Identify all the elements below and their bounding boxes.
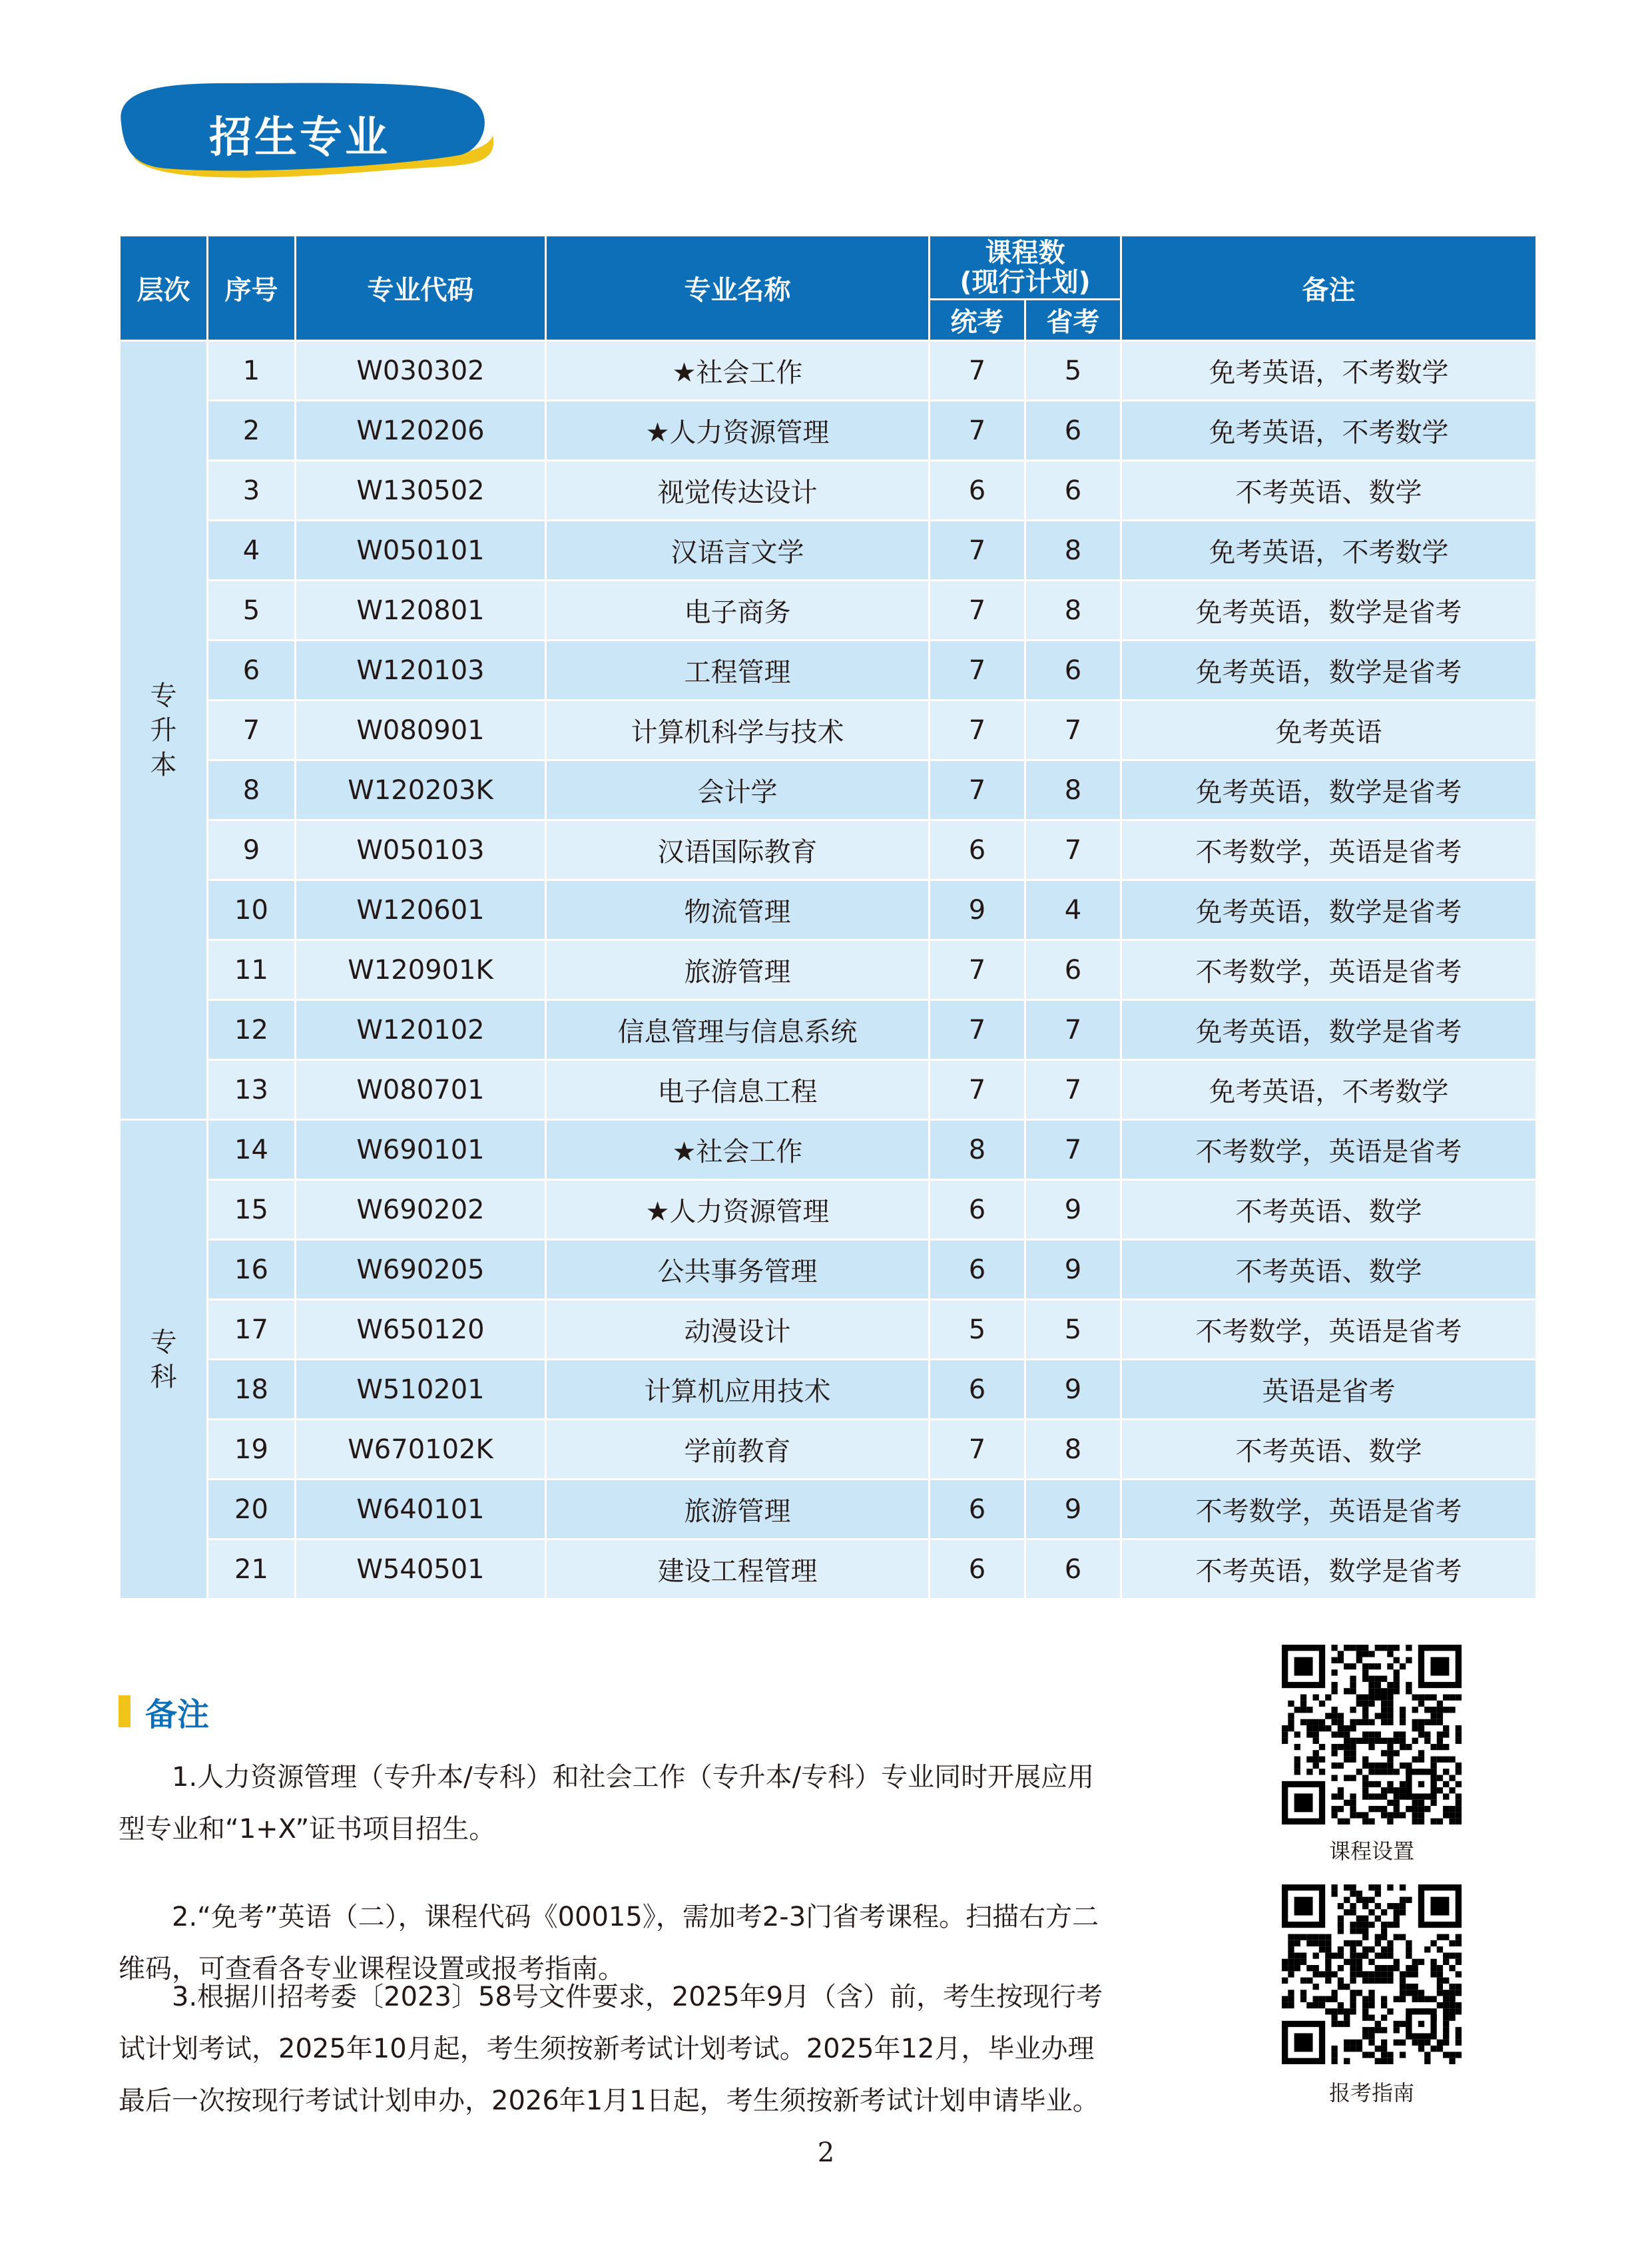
index-cell: 15 — [208, 1180, 296, 1240]
qr-label-exam-guide: 报考指南 — [1328, 2080, 1414, 2105]
provincial-count-cell: 6 — [1025, 940, 1121, 1000]
notes-title: 备注 — [145, 1695, 210, 1733]
table-row — [120, 760, 1537, 820]
unified-count-cell: 7 — [930, 940, 1025, 1000]
unified-count-cell: 7 — [930, 521, 1025, 581]
name-cell: ★社会工作 — [546, 1120, 930, 1180]
name-cell: 信息管理与信息系统 — [546, 1000, 930, 1060]
unified-count-cell: 7 — [930, 341, 1025, 401]
unified-count-cell: 8 — [930, 1120, 1025, 1180]
index-cell: 10 — [208, 880, 296, 940]
code-cell: W120203K — [296, 760, 546, 820]
code-cell: W510201 — [296, 1360, 546, 1420]
code-cell: W690101 — [296, 1120, 546, 1180]
name-cell: 计算机科学与技术 — [546, 701, 930, 760]
remark-cell: 不考数学，英语是省考 — [1121, 940, 1537, 1000]
name-cell: 工程管理 — [546, 641, 930, 701]
remark-cell: 免考英语，数学是省考 — [1121, 581, 1537, 641]
notes-accent-bar — [119, 1695, 131, 1727]
remark-cell: 不考数学，英语是省考 — [1121, 1480, 1537, 1540]
unified-count-cell: 7 — [930, 401, 1025, 461]
unified-count-cell: 7 — [930, 1060, 1025, 1120]
unified-count-cell: 7 — [930, 1000, 1025, 1060]
name-cell: 公共事务管理 — [546, 1240, 930, 1300]
majors-table-body — [120, 341, 1537, 1599]
provincial-count-cell: 7 — [1025, 1060, 1121, 1120]
index-cell: 14 — [208, 1120, 296, 1180]
header-code: 专业代码 — [296, 236, 546, 341]
provincial-count-cell: 5 — [1025, 341, 1121, 401]
table-row — [120, 1120, 1537, 1180]
code-cell: W120801 — [296, 581, 546, 641]
provincial-count-cell: 6 — [1025, 401, 1121, 461]
provincial-count-cell: 4 — [1025, 880, 1121, 940]
table-row — [120, 1180, 1537, 1240]
provincial-count-cell: 7 — [1025, 820, 1121, 880]
page-number: 2 — [817, 2137, 835, 2168]
unified-count-cell: 6 — [930, 1240, 1025, 1300]
header-courses-subtitle: (现行计划) — [960, 266, 1091, 298]
code-cell: W640101 — [296, 1480, 546, 1540]
remark-cell: 免考英语，不考数学 — [1121, 521, 1537, 581]
code-cell: W120901K — [296, 940, 546, 1000]
code-cell: W120103 — [296, 641, 546, 701]
level-label: 专 科 — [150, 1326, 177, 1392]
remark-cell: 免考英语，不考数学 — [1121, 341, 1537, 401]
qr-code-exam-guide[interactable] — [1282, 1884, 1462, 2064]
unified-count-cell: 7 — [930, 701, 1025, 760]
index-cell: 5 — [208, 581, 296, 641]
level-cell — [120, 1120, 208, 1599]
provincial-count-cell: 8 — [1025, 581, 1121, 641]
index-cell: 21 — [208, 1540, 296, 1599]
header-index: 序号 — [208, 236, 296, 341]
remark-cell: 不考英语、数学 — [1121, 1180, 1537, 1240]
index-cell: 1 — [208, 341, 296, 401]
table-row — [120, 341, 1537, 401]
name-cell: 电子信息工程 — [546, 1060, 930, 1120]
header-name: 专业名称 — [546, 236, 930, 341]
qr-code-icon — [1282, 1645, 1462, 1824]
provincial-count-cell: 7 — [1025, 1000, 1121, 1060]
name-cell: 学前教育 — [546, 1420, 930, 1480]
unified-count-cell: 7 — [930, 760, 1025, 820]
table-row — [120, 940, 1537, 1000]
table-row — [120, 1240, 1537, 1300]
provincial-count-cell: 6 — [1025, 641, 1121, 701]
unified-count-cell: 7 — [930, 581, 1025, 641]
code-cell: W120206 — [296, 401, 546, 461]
provincial-count-cell: 5 — [1025, 1300, 1121, 1360]
index-cell: 18 — [208, 1360, 296, 1420]
provincial-count-cell: 9 — [1025, 1480, 1121, 1540]
majors-table — [119, 234, 1537, 1600]
name-cell: 汉语言文学 — [546, 521, 930, 581]
name-cell: 计算机应用技术 — [546, 1360, 930, 1420]
code-cell: W050101 — [296, 521, 546, 581]
code-cell: W050103 — [296, 820, 546, 880]
remark-cell: 不考英语、数学 — [1121, 1240, 1537, 1300]
code-cell: W670102K — [296, 1420, 546, 1480]
index-cell: 7 — [208, 701, 296, 760]
level-label: 专 升 本 — [150, 680, 177, 780]
remark-cell: 免考英语，数学是省考 — [1121, 1000, 1537, 1060]
unified-count-cell: 9 — [930, 880, 1025, 940]
name-cell: 视觉传达设计 — [546, 461, 930, 521]
name-cell: ★人力资源管理 — [546, 401, 930, 461]
qr-label-course-settings: 课程设置 — [1328, 1838, 1414, 1864]
unified-count-cell: 6 — [930, 1480, 1025, 1540]
unified-count-cell: 6 — [930, 1360, 1025, 1420]
index-cell: 6 — [208, 641, 296, 701]
index-cell: 19 — [208, 1420, 296, 1480]
code-cell: W540501 — [296, 1540, 546, 1599]
note-item: 2.“免考”英语（二），课程代码《00015》，需加考2-3门省考课程。扫描右方二维码，可查看各专业课程设置或报考指南。 — [119, 1902, 1099, 1984]
header-courses — [930, 236, 1121, 300]
remark-cell: 不考英语、数学 — [1121, 461, 1537, 521]
qr-code-course-settings[interactable] — [1282, 1645, 1462, 1824]
table-row — [120, 1420, 1537, 1480]
unified-count-cell: 6 — [930, 1540, 1025, 1599]
remark-cell: 英语是省考 — [1121, 1360, 1537, 1420]
header-level: 层次 — [120, 236, 208, 341]
provincial-count-cell: 9 — [1025, 1180, 1121, 1240]
index-cell: 3 — [208, 461, 296, 521]
table-row — [120, 701, 1537, 760]
code-cell: W120601 — [296, 880, 546, 940]
remark-cell: 免考英语，不考数学 — [1121, 1060, 1537, 1120]
code-cell: W080901 — [296, 701, 546, 760]
remark-cell: 不考数学，英语是省考 — [1121, 1120, 1537, 1180]
remark-cell: 不考数学，英语是省考 — [1121, 1300, 1537, 1360]
index-cell: 2 — [208, 401, 296, 461]
name-cell: 电子商务 — [546, 581, 930, 641]
provincial-count-cell: 7 — [1025, 701, 1121, 760]
level-cell — [120, 341, 208, 1120]
provincial-count-cell: 6 — [1025, 1540, 1121, 1599]
code-cell: W650120 — [296, 1300, 546, 1360]
unified-count-cell: 6 — [930, 1180, 1025, 1240]
note-item: 3.根据川招考委〔2023〕58号文件要求，2025年9月（含）前，考生按现行考试计划考试，2025年10月起，考生须按新考试计划考试。2025年12月，毕业办理最后一次按现行考试计划申办，2026年1月1日起，考生须按新考试计划申请毕业。 — [119, 1982, 1103, 2116]
provincial-count-cell: 9 — [1025, 1240, 1121, 1300]
header-unified: 统考 — [930, 300, 1025, 341]
index-cell: 4 — [208, 521, 296, 581]
index-cell: 11 — [208, 940, 296, 1000]
provincial-count-cell: 9 — [1025, 1360, 1121, 1420]
code-cell: W130502 — [296, 461, 546, 521]
table-row — [120, 1480, 1537, 1540]
unified-count-cell: 7 — [930, 1420, 1025, 1480]
unified-count-cell: 6 — [930, 820, 1025, 880]
table-row — [120, 521, 1537, 581]
index-cell: 12 — [208, 1000, 296, 1060]
remark-cell: 不考数学，英语是省考 — [1121, 820, 1537, 880]
name-cell: 动漫设计 — [546, 1300, 930, 1360]
unified-count-cell: 6 — [930, 461, 1025, 521]
page-title: 招生专业 — [209, 113, 390, 162]
remark-cell: 免考英语 — [1121, 701, 1537, 760]
table-row — [120, 1360, 1537, 1420]
provincial-count-cell: 7 — [1025, 1120, 1121, 1180]
name-cell: ★人力资源管理 — [546, 1180, 930, 1240]
code-cell: W690205 — [296, 1240, 546, 1300]
table-row — [120, 1000, 1537, 1060]
table-row — [120, 820, 1537, 880]
provincial-count-cell: 8 — [1025, 521, 1121, 581]
table-row — [120, 1300, 1537, 1360]
code-cell: W080701 — [296, 1060, 546, 1120]
table-row — [120, 1540, 1537, 1599]
name-cell: 物流管理 — [546, 880, 930, 940]
name-cell: 旅游管理 — [546, 940, 930, 1000]
table-row — [120, 581, 1537, 641]
name-cell: ★社会工作 — [546, 341, 930, 401]
code-cell: W120102 — [296, 1000, 546, 1060]
header-provincial: 省考 — [1025, 300, 1121, 341]
remark-cell: 免考英语，不考数学 — [1121, 401, 1537, 461]
code-cell: W690202 — [296, 1180, 546, 1240]
name-cell: 旅游管理 — [546, 1480, 930, 1540]
provincial-count-cell: 6 — [1025, 461, 1121, 521]
note-item: 1.人力资源管理（专升本/专科）和社会工作（专升本/专科）专业同时开展应用型专业和“1+X”证书项目招生。 — [119, 1762, 1095, 1844]
index-cell: 16 — [208, 1240, 296, 1300]
index-cell: 17 — [208, 1300, 296, 1360]
table-row — [120, 461, 1537, 521]
remark-cell: 不考英语，数学是省考 — [1121, 1540, 1537, 1599]
unified-count-cell: 7 — [930, 641, 1025, 701]
code-cell: W030302 — [296, 341, 546, 401]
qr-code-icon — [1282, 1884, 1462, 2064]
name-cell: 建设工程管理 — [546, 1540, 930, 1599]
remark-cell: 不考英语、数学 — [1121, 1420, 1537, 1480]
header-remark: 备注 — [1121, 236, 1537, 341]
name-cell: 汉语国际教育 — [546, 820, 930, 880]
provincial-count-cell: 8 — [1025, 1420, 1121, 1480]
table-row — [120, 1060, 1537, 1120]
name-cell: 会计学 — [546, 760, 930, 820]
header-courses-title: 课程数 — [985, 237, 1065, 268]
remark-cell: 免考英语，数学是省考 — [1121, 880, 1537, 940]
index-cell: 13 — [208, 1060, 296, 1120]
unified-count-cell: 5 — [930, 1300, 1025, 1360]
notes-heading — [119, 1691, 209, 1731]
remark-cell: 免考英语，数学是省考 — [1121, 760, 1537, 820]
index-cell: 9 — [208, 820, 296, 880]
index-cell: 20 — [208, 1480, 296, 1540]
provincial-count-cell: 8 — [1025, 760, 1121, 820]
page-title-badge — [113, 77, 499, 190]
index-cell: 8 — [208, 760, 296, 820]
table-row — [120, 641, 1537, 701]
table-row — [120, 401, 1537, 461]
table-row — [120, 880, 1537, 940]
remark-cell: 免考英语，数学是省考 — [1121, 641, 1537, 701]
